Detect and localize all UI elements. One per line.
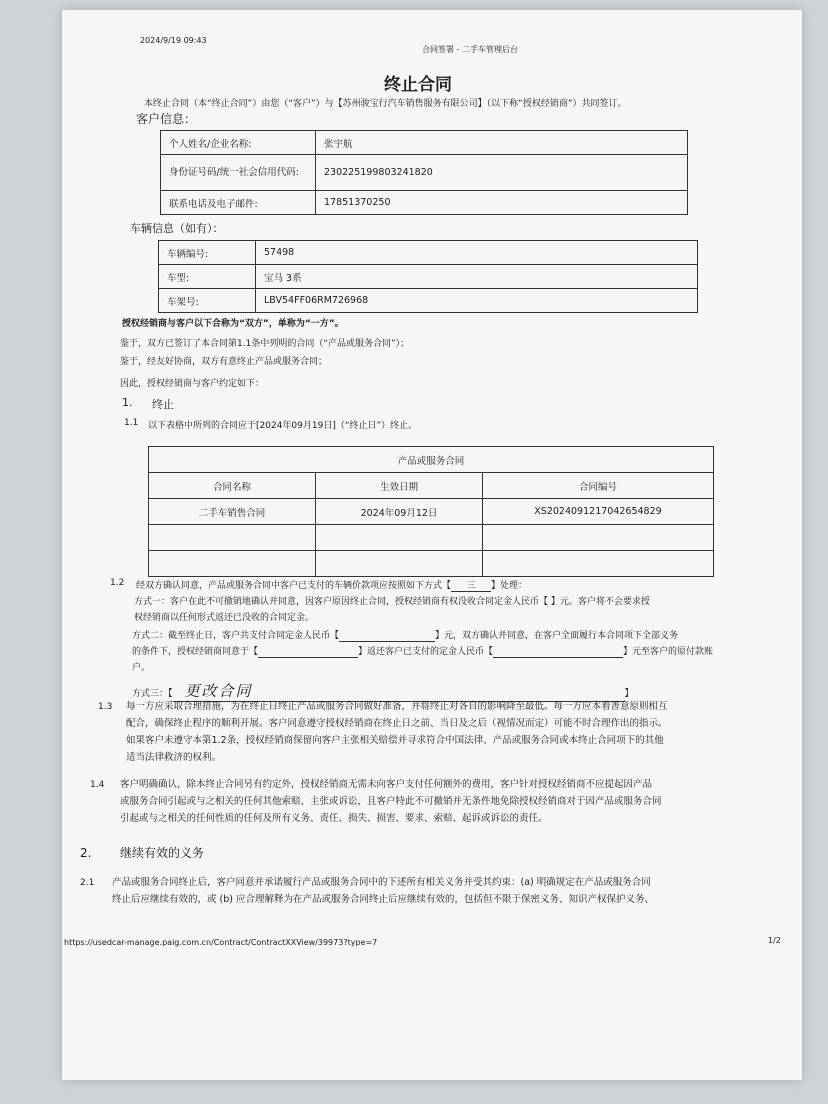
clause-1-2-lead-end: 】处理： [491,581,528,591]
clause-1-4-line: 或服务合同引起或与之相关的任何其他索赔、主张或诉讼，且客户特此不可撤销并无条件地免除授权经销商对于因产品或服务合同 [120,796,662,807]
print-timestamp: 2024/9/19 09:43 [140,36,207,45]
clause-1-3-number: 1.3 [98,702,113,712]
option-2-text-c: 的条件下，授权经销商同意于【 [132,647,259,657]
header-contract-name: 合同名称 [149,473,316,499]
clause-1-2-lead [136,578,527,592]
table-row [149,447,714,473]
clause-1-3-line: 配合，确保终止程序的顺利开展。客户同意遵守授权经销商在终止日之前、当日及之后（视情况而定）可能不时合理作出的指示。 [126,718,668,729]
clause-1-4-text [120,776,662,827]
table-row [159,241,698,265]
refund-amount-field [493,647,623,658]
cell-contract-name: 二手车销售合同 [149,499,316,525]
cell-empty [149,525,316,551]
customer-id-label: 身份证号码/统一社会信用代码: [161,155,316,191]
clause-1-4-line: 客户明确确认，除本终止合同另有约定外，授权经销商无需未向客户支付任何额外的费用，客户针对授权经销商不应提起因产品 [120,779,653,790]
option-1-line-b: 权经销商以任何形式返还已没收的合同定金。 [134,613,315,623]
clause-2-1-text [112,874,654,908]
contract-table-caption: 产品或服务合同 [149,447,714,473]
clause-2-1-number: 2.1 [80,878,95,888]
option-2-text-b: 】元，双方确认并同意，在客户全面履行本合同项下全部义务 [435,631,679,641]
deposit-amount-field [339,631,435,642]
preamble-whereas-2: 鉴于，经友好协商，双方有意终止产品或服务合同； [120,357,328,367]
clause-1-4-line: 引起或与之相关的任何性质的任何及所有义务、责任、损失、损害、要求、索赔、起诉或诉讼的责任。 [120,813,548,824]
vehicle-vin-label: 车架号: [159,289,256,313]
option-2-text-a: 方式二：截至终止日，客户共支付合同定金人民币【 [132,631,340,641]
option-2-line-1 [132,628,678,642]
cell-empty [316,551,483,577]
cell-empty [149,551,316,577]
vehicle-model-label: 车型: [159,265,256,289]
vehicle-id-value: 57498 [256,241,698,265]
customer-info-heading: 客户信息： [136,112,197,126]
table-row [149,525,714,551]
option-2-line-3: 户。 [132,663,151,673]
document-intro: 本终止合同（本“终止合同”）由您（“客户”）与【苏州骏宝行汽车销售服务有限公司】（以下称“授权经销商”）共同签订。 [144,99,627,109]
vehicle-vin-value: LBV54FF06RM726968 [256,289,698,313]
customer-info-table [160,130,688,215]
customer-id-value: 230225199803241820 [316,155,688,191]
cell-contract-number: XS2024091217042654829 [483,499,714,525]
table-row [161,131,688,155]
contract-table [148,446,714,577]
clause-2-1-line: 终止后应继续有效的，或 (b) 应合理解释为在产品或服务合同终止后应继续有效的，包括但不限于保密义务、知识产权保护义务、 [112,894,654,905]
preamble-parties: 授权经销商与客户以下合称为“双方”，单称为“一方”。 [122,319,344,329]
preamble-therefore: 因此，授权经销商与客户约定如下： [120,379,265,389]
clause-1-4-number: 1.4 [90,780,105,790]
cell-empty [316,525,483,551]
vehicle-info-heading: 车辆信息（如有）： [130,222,224,235]
table-row [161,155,688,191]
clause-1-1-number: 1.1 [124,418,139,428]
vehicle-model-value: 宝马 3系 [256,265,698,289]
footer-page-number: 1/2 [768,936,781,945]
footer-url: https://usedcar-manage.paig.com.cn/Contract/ContractXXView/39973?type=7 [64,938,378,947]
section-2-number: 2. [80,846,92,860]
option-2-line-2 [132,644,713,658]
cell-empty [483,551,714,577]
customer-contact-value: 17851370250 [316,191,688,215]
table-header-row [149,473,714,499]
section-1-title: 终止 [152,398,174,411]
option-2-text-d: 】返还客户已支付的定金人民币【 [358,647,494,657]
header-effective-date: 生效日期 [316,473,483,499]
section-2-title: 继续有效的义务 [120,846,205,860]
option-3-text: 方式三：【 [132,689,173,699]
header-contract-number: 合同编号 [483,473,714,499]
option-2-text-e: 】元至客户的原付款账 [623,647,714,657]
table-row [161,191,688,215]
customer-name-label: 个人姓名/企业名称: [161,131,316,155]
refund-date-field [258,647,358,658]
print-site-title: 合同签署 - 二手车管理后台 [422,45,518,54]
document-title: 终止合同 [384,75,452,95]
document-page [62,10,802,1080]
clause-2-1-line: 产品或服务合同终止后，客户同意并承诺履行产品或服务合同中的下述所有相关义务并受其约束：(a) 明确规定在产品或服务合同 [112,877,651,888]
option-1-line-a: 方式一：客户在此不可撤销地确认并同意，因客户原因终止合同，授权经销商有权没收合同定金人民币【 】元。客户将不会要求授 [134,597,650,607]
customer-name-value: 张宇航 [316,131,688,155]
cell-effective-date: 2024年09月12日 [316,499,483,525]
table-row [149,499,714,525]
clause-1-2-number: 1.2 [110,578,125,588]
preamble-whereas-1: 鉴于，双方已签订了本合同第1.1条中列明的合同（“产品或服务合同”）； [120,339,410,349]
method-choice-field: 三 [451,578,491,592]
clause-1-2-lead-text: 经双方确认同意，产品或服务合同中客户已支付的车辆价款项应按照如下方式【 [136,581,452,591]
vehicle-info-table [158,240,698,313]
clause-1-3-text [126,698,668,766]
clause-1-3-line: 每一方应采取合理措施，为在终止日终止产品或服务合同做好准备，并将终止对各自的影响降至最低。每一方应本着善意原则相互 [126,701,668,712]
clause-1-1-text: 以下表格中所列的合同应于[2024年09月19日]（“终止日”）终止。 [148,421,418,431]
clause-1-3-line: 适当法律救济的权利。 [126,752,222,763]
option-3-end: 】 [624,689,634,699]
table-row [159,289,698,313]
cell-empty [483,525,714,551]
customer-contact-label: 联系电话及电子邮件: [161,191,316,215]
vehicle-id-label: 车辆编号: [159,241,256,265]
table-row [149,551,714,577]
table-row [159,265,698,289]
section-1-number: 1. [122,396,133,409]
option-3-handwritten-field: 更改合同 [173,680,625,702]
clause-1-3-line: 如果客户未遵守本第1.2条，授权经销商保留向客户主张相关赔偿并寻求符合中国法律、产品或服务合同或本终止合同项下的其他 [126,735,664,746]
